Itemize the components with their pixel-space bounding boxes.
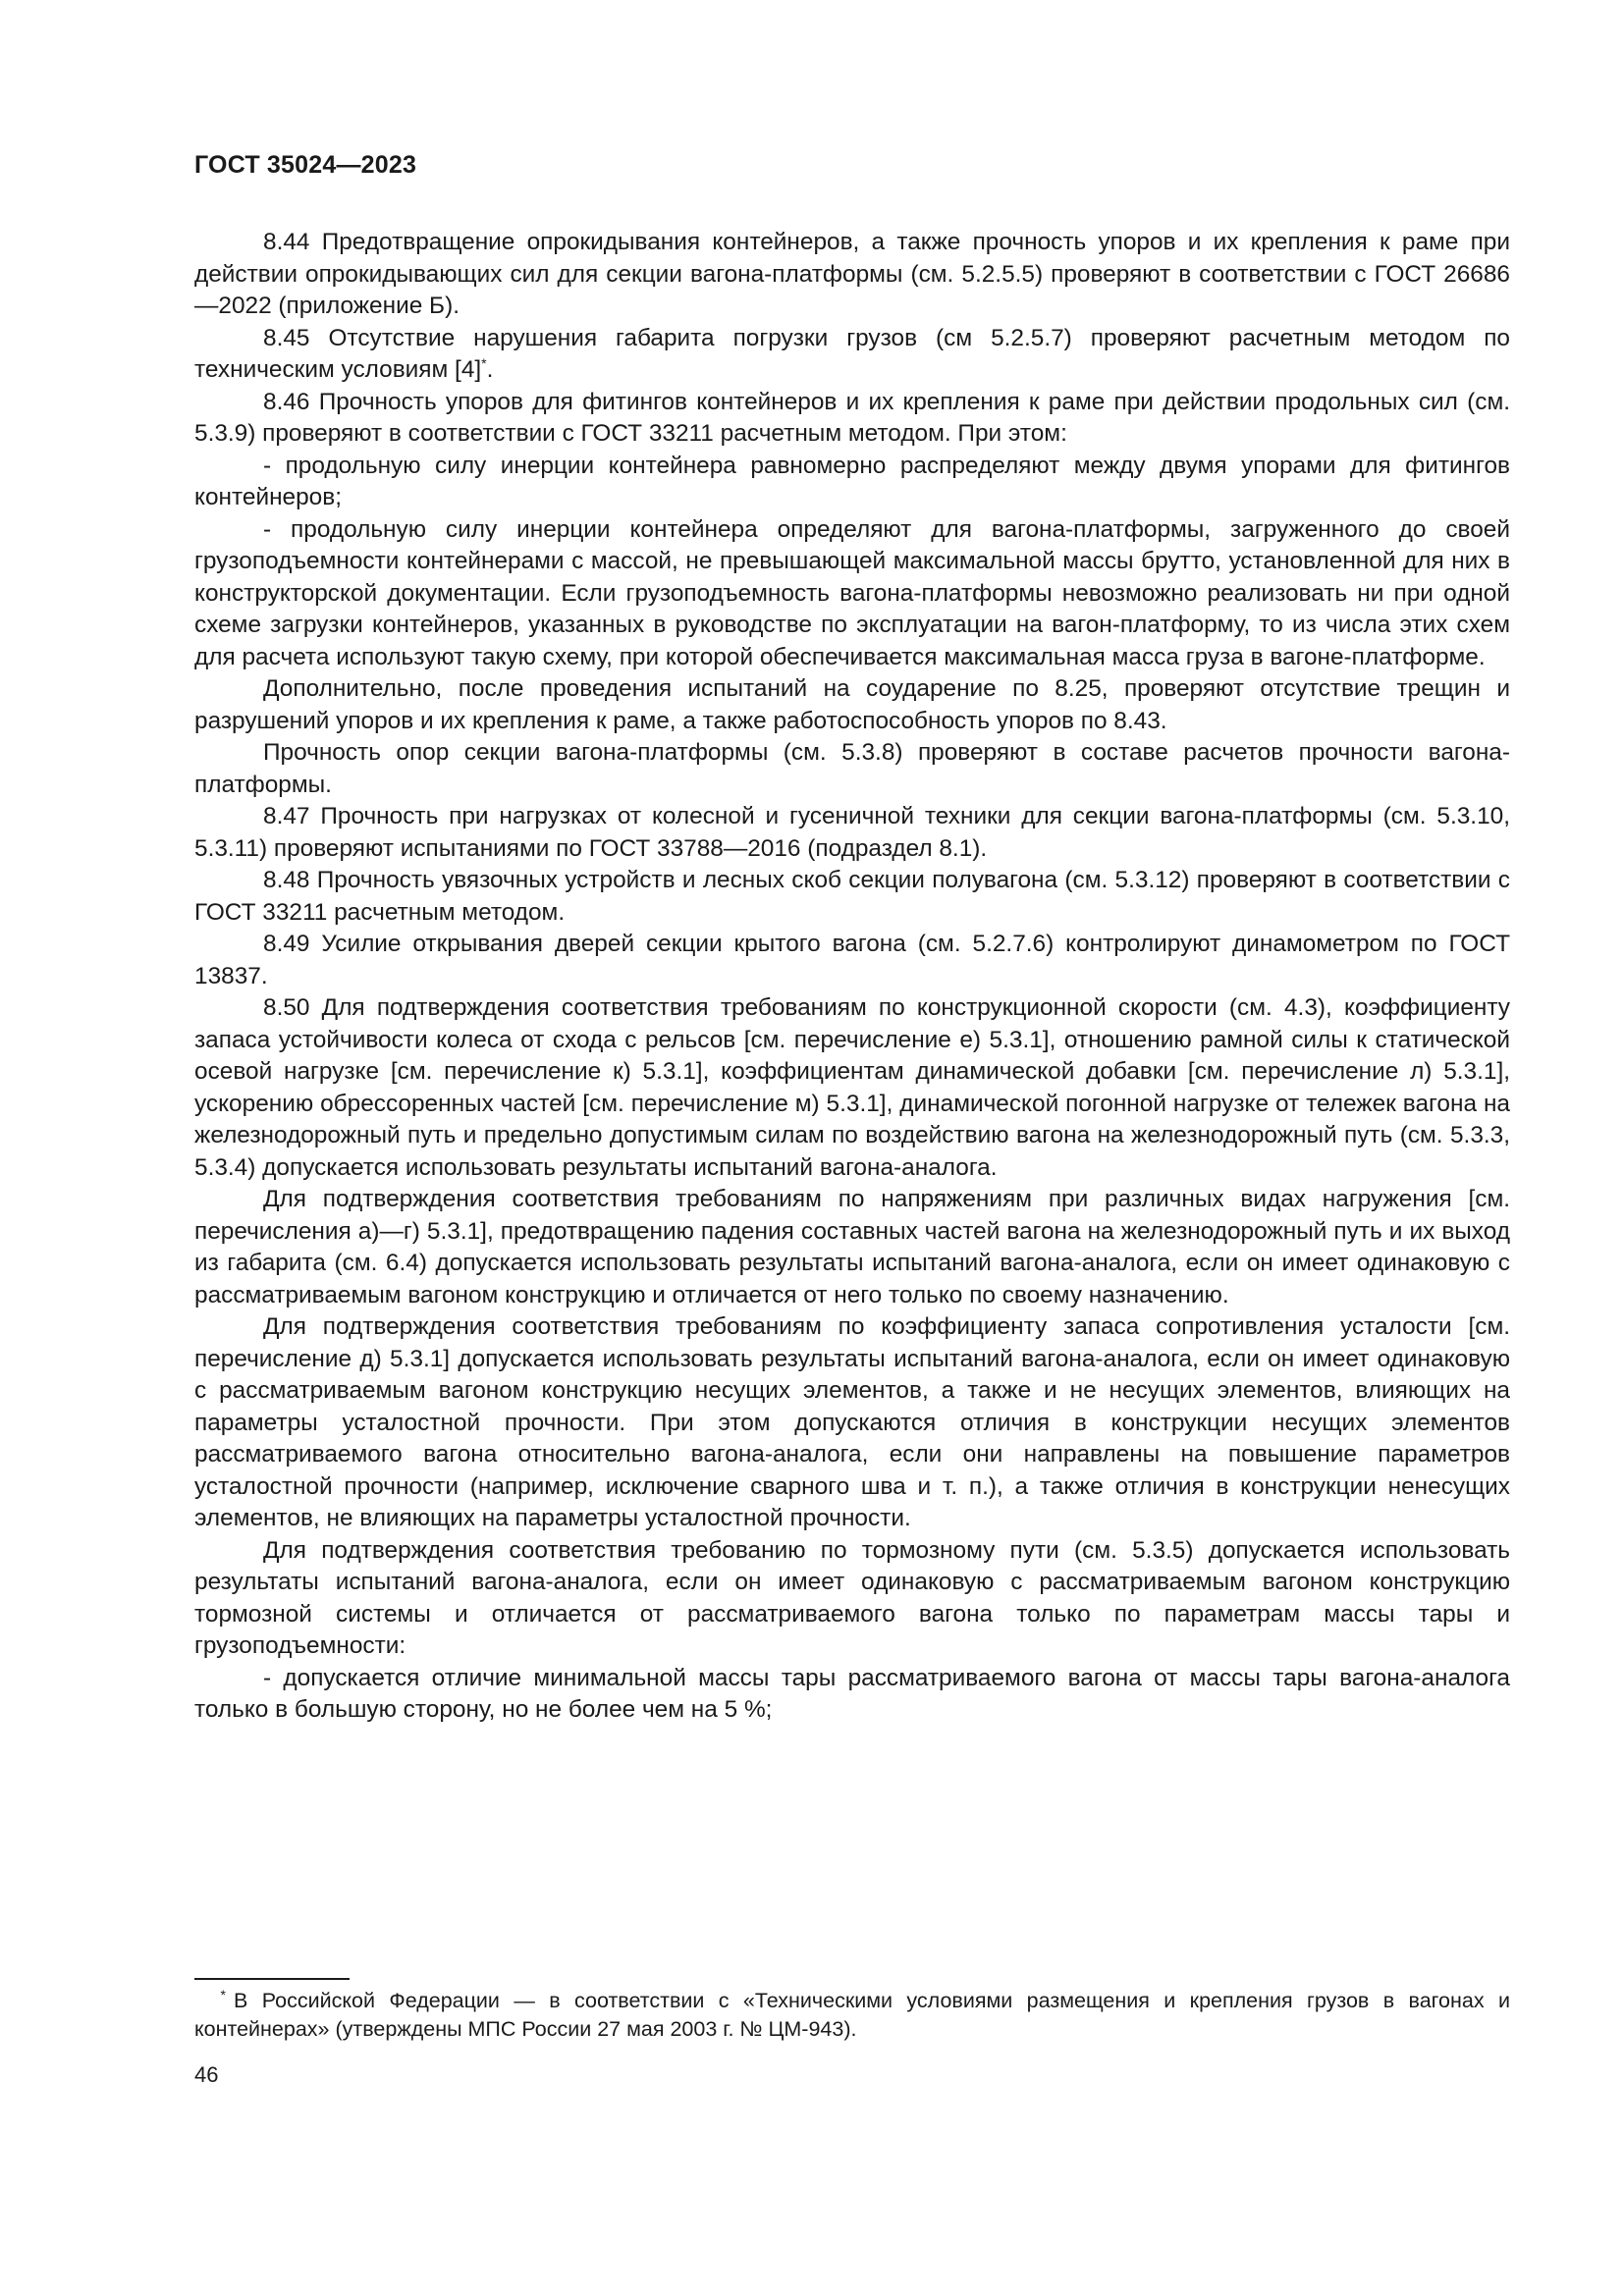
document-header: ГОСТ 35024—2023 bbox=[194, 151, 417, 179]
paragraph-8-47: 8.47 Прочность при нагрузках от колесной и гусеничной техники для секции вагона-платформы (см. 5.3.10, 5.3.11) проверяют испытаниями по ГОСТ 33788—2016 (подраздел 8.1). bbox=[194, 803, 1510, 862]
paragraph: Для подтверждения соответствия требованиям по напряжениям при различных видах нагружения [см. перечисления а)—г) 5.3.1], предотвращению падения составных частей вагона на железнодорожный путь и их выход из габарита (см. 6.4) допускается использовать результаты испытаний вагона-аналога, если он имеет одинаковую с рассматриваемым вагоном конструкцию и отличается от него только по своему назначению. bbox=[194, 1186, 1510, 1308]
paragraph: Дополнительно, после проведения испытаний на соударение по 8.25, проверяют отсутствие трещин и разрушений упоров и их крепления к раме, а также работоспособность упоров по 8.43. bbox=[194, 675, 1510, 734]
footnote-mark: * bbox=[220, 1986, 226, 2002]
footnote-text: В Российской Федерации — в соответствии с «Техническими условиями размещения и крепления грузов в вагонах и контейнерах» (утверждены МПС России 27 мая 2003 г. № ЦМ-943). bbox=[194, 1989, 1510, 2041]
paragraph: Для подтверждения соответствия требованиям по коэффициенту запаса сопротивления усталости [см. перечисление д) 5.3.1] допускается использовать результаты испытаний вагона-аналога, если он имеет одинаковую с рассматриваемым вагоном конструкцию несущих элементов, а также и не несущих элементов, влияющих на параметры усталостной прочности. При этом допускаются отличия в конструкции несущих элементов рассматриваемого вагона относительно вагона-аналога, если они направлены на повышение параметров усталостной прочности (например, исключение сварного шва и т. п.), а также отличия в конструкции ненесущих элементов, не влияющих на параметры усталостной прочности. bbox=[194, 1313, 1510, 1531]
paragraph-8-45-text: 8.45 Отсутствие нарушения габарита погрузки грузов (см 5.2.5.7) проверяют расчетным методом по техническим условиям [4] bbox=[194, 324, 1510, 383]
footnote-reference[interactable]: * bbox=[481, 354, 487, 371]
list-item: - продольную силу инерции контейнера равномерно распределяют между двумя упорами для фитингов контейнеров; bbox=[194, 452, 1510, 510]
body-text bbox=[194, 227, 1510, 1727]
list-item: - допускается отличие минимальной массы тары рассматриваемого вагона от массы тары вагона-аналога только в большую сторону, но не более чем на 5 %; bbox=[194, 1664, 1510, 1723]
paragraph-8-50: 8.50 Для подтверждения соответствия требованиям по конструкционной скорости (см. 4.3), коэффициенту запаса устойчивости колеса от схода с рельсов [см. перечисление е) 5.3.1], отношению рамной силы к статической осевой нагрузке [см. перечисление к) 5.3.1], коэффициентам динамической добавки [см. перечисление л) 5.3.1], ускорению обрессоренных частей [см. перечисление м) 5.3.1], динамической погонной нагрузке от тележек вагона на железнодорожный путь и предельно допустимым силам по воздействию вагона на железнодорожный путь (см. 5.3.3, 5.3.4) допускается использовать результаты испытаний вагона-аналога. bbox=[194, 994, 1510, 1181]
page-number: 46 bbox=[194, 2062, 219, 2087]
paragraph-8-46: 8.46 Прочность упоров для фитингов контейнеров и их крепления к раме при действии продольных сил (см. 5.3.9) проверяют в соответствии с ГОСТ 33211 расчетным методом. При этом: bbox=[194, 388, 1510, 447]
footnote-divider bbox=[194, 1978, 350, 1980]
paragraph-8-49: 8.49 Усилие открывания дверей секции крытого вагона (см. 5.2.7.6) контролируют динамометром по ГОСТ 13837. bbox=[194, 931, 1510, 989]
paragraph-8-45-tail: . bbox=[486, 356, 494, 383]
paragraph-8-48: 8.48 Прочность увязочных устройств и лесных скоб секции полувагона (см. 5.3.12) проверяют в соответствии с ГОСТ 33211 расчетным методом. bbox=[194, 867, 1510, 926]
paragraph-8-44: 8.44 Предотвращение опрокидывания контейнеров, а также прочность упоров и их крепления к раме при действии опрокидывающих сил для секции вагона-платформы (см. 5.2.5.5) проверяют в соответствии с ГОСТ 26686—2022 (приложение Б). bbox=[194, 229, 1510, 319]
paragraph: Для подтверждения соответствия требованию по тормозному пути (см. 5.3.5) допускается использовать результаты испытаний вагона-аналога, если он имеет одинаковую с рассматриваемым вагоном конструкцию тормозной системы и отличается от рассматриваемого вагона только по параметрам массы тары и грузоподъемности: bbox=[194, 1536, 1510, 1659]
list-item: - продольную силу инерции контейнера определяют для вагона-платформы, загруженного до своей грузоподъемности контейнерами с массой, не превышающей максимальной массы брутто, установленной для них в конструкторской документации. Если грузоподъемность вагона-платформы невозможно реализовать ни при одной схеме загрузки контейнеров, указанных в руководстве по эксплуатации на вагон-платформу, то из числа этих схем для расчета используют такую схему, при которой обеспечивается максимальная масса груза в вагоне-платформе. bbox=[194, 515, 1510, 670]
footnote bbox=[194, 1987, 1510, 2044]
paragraph-8-45 bbox=[194, 323, 1510, 387]
paragraph: Прочность опор секции вагона-платформы (см. 5.3.8) проверяют в составе расчетов прочности вагона-платформы. bbox=[194, 739, 1510, 798]
